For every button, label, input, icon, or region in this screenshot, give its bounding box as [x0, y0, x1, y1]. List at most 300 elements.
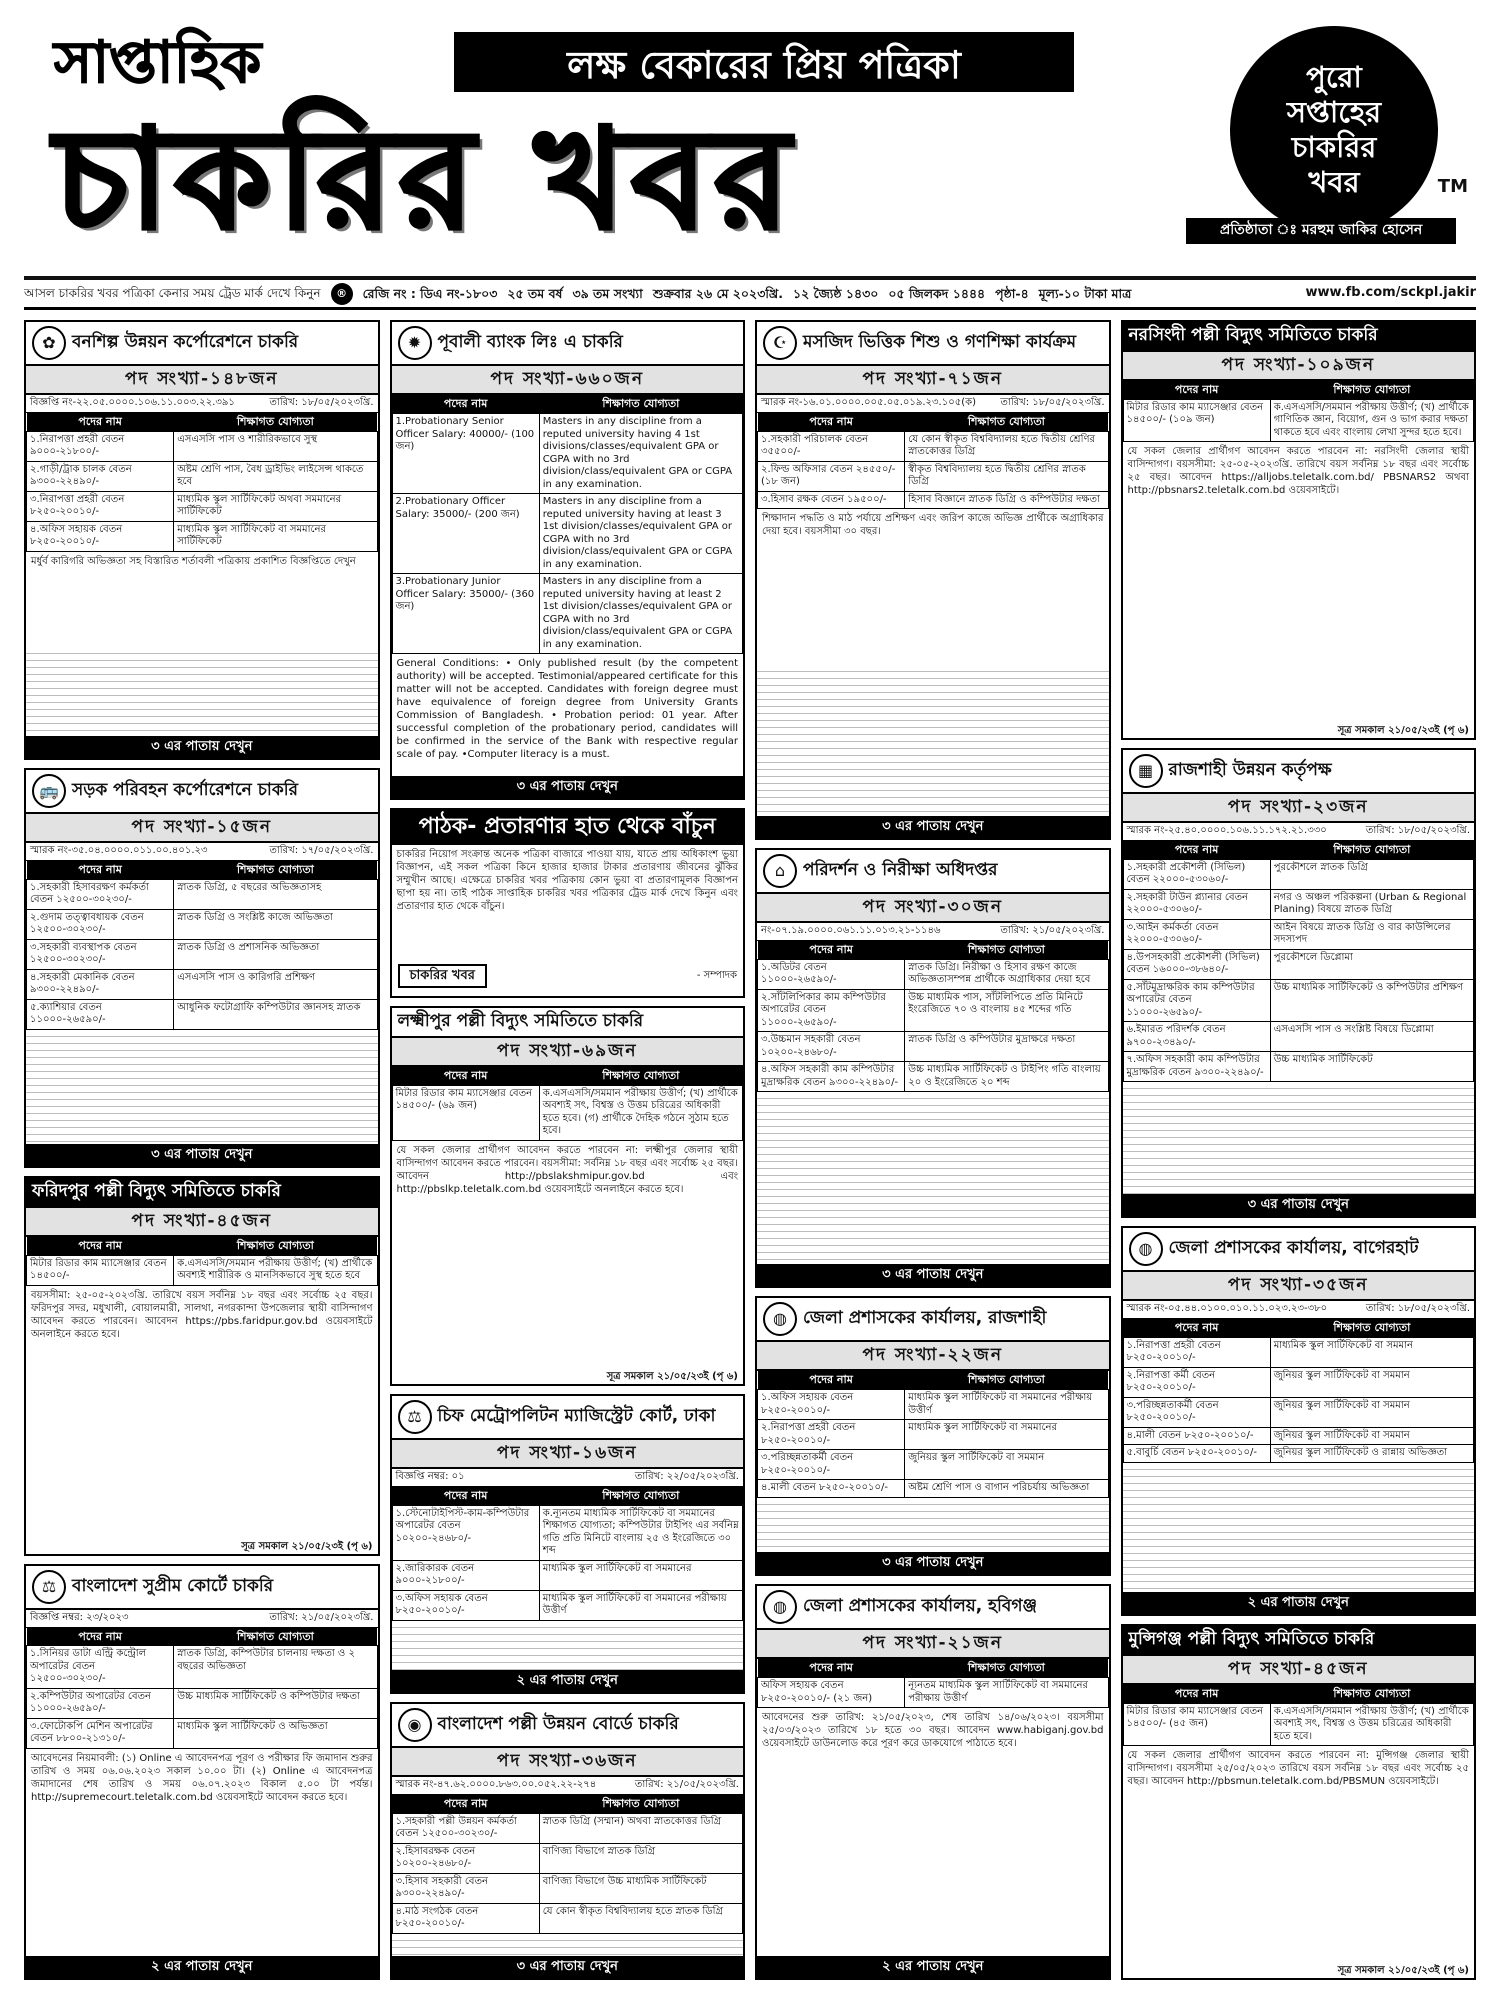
- qualification-cell: ক.এসএসসি/সমমান পরীক্ষায় উত্তীর্ণ; (খ) প্রার্থীকে গাণিতিক জ্ঞান, বিয়োগ, গুন ও ভাগ করার দক্ষতা থাকতে হবে এবং বাংলায় লেখা সুন্দর হতে হবে।: [1270, 399, 1473, 442]
- post-table: [757, 1659, 1109, 1708]
- ad-dc-bagerhat: [1121, 1226, 1477, 1616]
- column-header: শিক্ষাগত যোগ্যতা: [905, 1371, 1108, 1389]
- continued-label: ২ এর পাতায় দেখুন: [392, 1670, 744, 1692]
- post-name-cell: অফিস সহায়ক বেতন ৮২৫০-২০০১০/- (২১ জন): [758, 1678, 905, 1708]
- qualification-cell: স্নাতক ডিগ্রি ও প্রশাসনিক অভিজ্ঞতা: [174, 939, 377, 969]
- ad-title: মুন্সিগঞ্জ পল্লী বিদ্যুৎ সমিতিতে চাকরি: [1128, 1629, 1375, 1649]
- qualification-cell: Masters in any discipline from a reputed university having at least 2 1st division/classes/equivalent GPA or CGPA with no 3rd division/class/equivalent GPA or CGPA in any examination.: [539, 574, 742, 654]
- column-header: পদের নাম: [758, 1371, 905, 1389]
- week-badge-line: খবর: [1308, 164, 1360, 199]
- post-name-cell: ৪.উপসহকারী প্রকৌশলী (সিভিল) বেতন ১৬০০০-৩৮৬৪০/-: [1123, 949, 1270, 979]
- post-count: পদ সংখ্যা-৬৬০জন: [392, 366, 744, 395]
- table-header-row: [758, 941, 1109, 959]
- ad-date: তারিখ: ২১/০৫/২০২৩খ্রি.: [1000, 925, 1105, 937]
- post-name-cell: ৪.মালী বেতন ৮২৫০-২০০১০/-: [1123, 1427, 1270, 1445]
- text-filler: [392, 1934, 744, 1956]
- qualification-cell: ন্যূনতম মাধ্যমিক স্কুল সার্টিফিকেট বা সমমানের পরীক্ষায় উত্তীর্ণ: [905, 1678, 1108, 1708]
- post-name-cell: ৫.সাঁটমুদ্রাক্ষরিক কাম কম্পিউটার অপারেটর বেতন ১১০০০-২৬৫৯০/-: [1123, 979, 1270, 1022]
- column-header: পদের নাম: [27, 1237, 174, 1255]
- qualification-cell: মাধ্যমিক স্কুল সার্টিফিকেট বা সমমানের সার্টিফিকেট: [174, 521, 377, 551]
- table-row: [758, 1390, 1109, 1420]
- post-name-cell: মিটার রিডার কাম ম্যাসেঞ্জার বেতন ১৪৫০০/- (৪৫ জন): [1123, 1703, 1270, 1746]
- ad-cmm-court: [390, 1394, 746, 1694]
- ref-number: স্মারক নং-৩৫.০৪.০০০০.০১১.০০.৪০১.২৩: [30, 845, 208, 857]
- week-badge-line: সপ্তাহের: [1286, 95, 1382, 130]
- ad-text: General Conditions: • Only published result (by the competent authority) will be accepted. Testimonial/appeared certificate for this matter will not be accepted. Candidates with foreign degree must have equivalence of foreign degree from University Grants Commission of Bangladesh. • Probation period: 01 year. After successful completion of the probationary period, candidates will be confirmed in the service of the Bank with respective regular scale of pay. •Computer literacy is a must.: [396, 658, 738, 760]
- ad-title: চিফ মেট্রোপলিটন ম্যাজিস্ট্রেট কোর্ট, ঢাকা: [437, 1406, 716, 1427]
- table-row: [27, 909, 378, 939]
- column-header: শিক্ষাগত যোগ্যতা: [174, 1237, 377, 1255]
- masthead: [24, 18, 1476, 280]
- post-count: পদ সংখ্যা-৩৬জন: [392, 1748, 744, 1777]
- post-table: [1123, 841, 1475, 1082]
- post-name-cell: ৫.ক্যাশিয়ার বেতন ১১০০০-২৬৫৯০/-: [27, 999, 174, 1029]
- ref-number: স্মারক নং-০৫.৪৪.০১০০.০১০.১১.০২৩.২৩-৩৮০: [1126, 1303, 1328, 1315]
- column-1: [24, 320, 380, 1980]
- post-name-cell: ৪.মাঠ সংগঠক বেতন ৮২৫০-২০০১০/-: [392, 1903, 539, 1933]
- table-header-row: [758, 1659, 1109, 1677]
- qualification-cell: স্নাতক ডিগ্রি ও সংশ্লিষ্ট কাজে অভিজ্ঞতা: [174, 909, 377, 939]
- post-name-cell: ২.ফিল্ড অফিসার বেতন ২৪৫৫০/- (১৮ জন): [758, 461, 905, 491]
- ad-faridpur: [24, 1176, 380, 1556]
- table-header-row: [392, 395, 743, 413]
- post-name-cell: ৩.অফিস সহায়ক বেতন ৮২৫০-২০০১০/-: [392, 1590, 539, 1620]
- table-row: [27, 1255, 378, 1285]
- ad-title: রাজশাহী উন্নয়ন কর্তৃপক্ষ: [1168, 760, 1332, 781]
- tagline-banner: লক্ষ বেকারের প্রিয় পত্রিকা: [454, 32, 1074, 92]
- newspaper-title: চাকরির খবর: [54, 99, 796, 260]
- post-name-cell: ৩.হিসাব সহকারী বেতন ৯৩০০-২২৪৯০/-: [392, 1873, 539, 1903]
- post-name-cell: ৬.ইমারত পরিদর্শক বেতন ৯৭০০-২৩৪৯০/-: [1123, 1022, 1270, 1052]
- table-row: [1123, 919, 1474, 949]
- column-header: পদের নাম: [1123, 1685, 1270, 1703]
- table-row: [1123, 1052, 1474, 1082]
- issue-number: ৩৯ তম সংখ্যা: [572, 285, 643, 301]
- post-name-cell: ৫.বাবুর্চি বেতন ৮২৫০-২০০১০/-: [1123, 1445, 1270, 1463]
- qualification-cell: বাণিজ্য বিভাগে স্নাতক ডিগ্রি: [539, 1843, 742, 1873]
- price: মূল্য-১০ টাকা মাত্র: [1038, 285, 1132, 301]
- post-name-cell: ১.স্টেনোটাইপিস্ট-কাম-কম্পিউটার অপারেটর বেতন ১০২০০-২৪৬৮০/-: [392, 1505, 539, 1560]
- ad-brdb: [390, 1702, 746, 1980]
- table-row: [27, 521, 378, 551]
- post-name-cell: ২.সহকারী টাউন প্ল্যানার বেতন ২২০০০-৫৩০৬০/-: [1123, 889, 1270, 919]
- table-header-row: [1123, 841, 1474, 859]
- qualification-cell: পুরকৌশলে স্নাতক ডিগ্রি: [1270, 859, 1473, 889]
- gov-seal-icon: ◍: [763, 1302, 797, 1336]
- qualification-cell: মাধ্যমিক স্কুল সার্টিফিকেট বা সমমানের: [539, 1560, 742, 1590]
- ad-date: তারিখ: ১৭/০৫/২০২৩খ্রি.: [269, 845, 374, 857]
- table-row: [758, 1678, 1109, 1708]
- ad-title: বাংলাদেশ সুপ্রীম কোর্টে চাকরি: [72, 1576, 274, 1597]
- post-name-cell: ৭.অফিস সহকারী কাম কম্পিউটার মুদ্রাক্ষরিক বেতন ৯৩০০-২২৪৯০/-: [1123, 1052, 1270, 1082]
- ad-title: সড়ক পরিবহন কর্পোরেশনে চাকরি: [72, 780, 298, 801]
- post-name-cell: ১.অডিটর বেতন ১১০০০-২৬৫৯০/-: [758, 959, 905, 989]
- column-header: পদের নাম: [758, 1659, 905, 1677]
- facebook-link[interactable]: www.fb.com/sckpl.jakir: [1305, 285, 1476, 301]
- ad-date: তারিখ: ২২/০৫/২০২৩খ্রি.: [634, 1471, 739, 1483]
- post-count: পদ সংখ্যা-৬৯জন: [392, 1038, 744, 1067]
- post-table: [26, 1628, 378, 1749]
- week-badge-line: পুরো: [1306, 60, 1362, 95]
- ad-text: শিক্ষাদান পদ্ধতি ও মাঠ পর্যায়ে প্রশিক্ষণ এবং জরিপ কাজে অভিজ্ঞ প্রার্থীকে অগ্রাধিকার দেয়া হবে। বয়সসীমা ৩০ বছর।: [762, 513, 1104, 537]
- table-row: [758, 989, 1109, 1032]
- table-row: [27, 879, 378, 909]
- qualification-cell: মাধ্যমিক স্কুল সার্টিফিকেট অথবা সমমানের সার্টিফিকেট: [174, 491, 377, 521]
- column-header: পদের নাম: [1123, 841, 1270, 859]
- table-row: [758, 1480, 1109, 1498]
- ad-title: জেলা প্রশাসকের কার্যালয়, বাগেরহাট: [1168, 1238, 1419, 1259]
- ad-title: পূবালী ব্যাংক লিঃ এ চাকরি: [437, 332, 623, 353]
- hijri-date: ০৫ জিলকদ ১৪৪৪: [888, 285, 986, 301]
- column-header: পদের নাম: [392, 1795, 539, 1813]
- post-name-cell: ১.সহকারী প্রকৌশলী (সিভিল) বেতন ২২০০০-৫৩০৬০/-: [1123, 859, 1270, 889]
- column-header: শিক্ষাগত যোগ্যতা: [905, 413, 1108, 431]
- ad-title: লক্ষ্মীপুর পল্লী বিদ্যুৎ সমিতিতে চাকরি: [397, 1011, 644, 1031]
- column-header: পদের নাম: [758, 941, 905, 959]
- post-count: পদ সংখ্যা-৭১জন: [757, 366, 1109, 395]
- post-name-cell: ৪.অফিস সহায়ক বেতন ৮২৫০-২০০১০/-: [27, 521, 174, 551]
- ad-date: তারিখ: ১৮/০৫/২০২৩খ্রি.: [1365, 1303, 1470, 1315]
- ad-title: মসজিদ ভিত্তিক শিশু ও গণশিক্ষা কার্যক্রম: [803, 332, 1077, 353]
- table-header-row: [27, 861, 378, 879]
- post-name-cell: ২.গুদাম তত্ত্বাবধায়ক বেতন ১২৫০০-৩০২৩০/-: [27, 909, 174, 939]
- qualification-cell: মাধ্যমিক স্কুল সার্টিফিকেট বা সমমানের পরীক্ষায় উত্তীর্ণ: [905, 1390, 1108, 1420]
- post-count: পদ সংখ্যা-২১জন: [757, 1630, 1109, 1659]
- table-row: [392, 1843, 743, 1873]
- post-count: পদ সংখ্যা-২৩জন: [1123, 794, 1475, 823]
- post-table: [1123, 381, 1475, 442]
- qualification-cell: Masters in any discipline from a reputed university having 4 1st divisions/classes/equivalent GPA or CGPA with no 3rd division/class/equivalent GPA or CGPA in any examination.: [539, 414, 742, 494]
- source-line: সূত্র সমকাল ২১/০৫/২৩ই (পৃ ৬): [1337, 724, 1469, 736]
- ref-number: বিজ্ঞপ্তি নম্বর: ০১: [395, 1471, 465, 1483]
- column-header: শিক্ষাগত যোগ্যতা: [174, 861, 377, 879]
- table-row: [392, 1505, 743, 1560]
- ad-narsingdi: [1121, 320, 1477, 740]
- post-name-cell: ৩.পরিচ্ছন্নতাকর্মী বেতন ৮২৫০-২০০১০/-: [1123, 1397, 1270, 1427]
- post-name-cell: ৩.হিসাব রক্ষক বেতন ১৯৫০০/-: [758, 491, 905, 509]
- qualification-cell: যে কোন স্বীকৃত বিশ্ববিদ্যালয় হতে দ্বিতীয় শ্রেণির স্নাতকোত্তর ডিগ্রি: [905, 431, 1108, 461]
- table-row: [392, 1590, 743, 1620]
- qualification-cell: স্নাতক ডিগ্রি (সম্মান) অথবা স্নাতকোত্তর ডিগ্রি: [539, 1813, 742, 1843]
- continued-label: ২ এর পাতায় দেখুন: [757, 1956, 1109, 1978]
- text-filler: [757, 1498, 1109, 1552]
- column-header: শিক্ষাগত যোগ্যতা: [1270, 1319, 1473, 1337]
- post-name-cell: ৩.আইন কর্মকর্তা বেতন ২২০০০-৫৩০৬০/-: [1123, 919, 1270, 949]
- qualification-cell: আইন বিষয়ে স্নাতক ডিগ্রি ও বার কাউন্সিলের সদস্যপদ: [1270, 919, 1473, 949]
- page-count: পৃষ্ঠা-৪: [995, 285, 1029, 301]
- post-name-cell: ৪.অফিস সহকারী কাম কম্পিউটার মুদ্রাক্ষরিক বেতন ৯৩০০-২২৪৯০/-: [758, 1062, 905, 1092]
- week-badge-line: চাকরির: [1291, 130, 1377, 164]
- qualification-cell: মাধ্যমিক স্কুল সার্টিফিকেট বা সমমানের পরীক্ষায় উত্তীর্ণ: [539, 1590, 742, 1620]
- post-name-cell: 2.Probationary Officer Salary: 35000/- (200 জন): [392, 494, 539, 574]
- ad-date: তারিখ: ১৮/০৫/২০২৩খ্রি.: [1000, 397, 1105, 409]
- table-row: [758, 461, 1109, 491]
- qualification-cell: এসএসসি পাস ও কারিগরি প্রশিক্ষণ: [174, 969, 377, 999]
- table-header-row: [392, 1067, 743, 1085]
- table-row: [1123, 1022, 1474, 1052]
- qualification-cell: এসএসসি পাস ও শারীরিকভাবে সুস্থ: [174, 431, 377, 461]
- qualification-cell: স্নাতক ডিগ্রি, কম্পিউটার চালনায় দক্ষতা ও ২ বছরের অভিজ্ঞতা: [174, 1646, 377, 1689]
- post-name-cell: মিটার রিডার কাম ম্যাসেঞ্জার বেতন ১৪৫০০/-: [27, 1255, 174, 1285]
- continued-label: ৩ এর পাতায় দেখুন: [757, 1264, 1109, 1286]
- continued-label: ৩ এর পাতায় দেখুন: [392, 1956, 744, 1978]
- table-header-row: [758, 413, 1109, 431]
- ad-title: বাংলাদেশ পল্লী উন্নয়ন বোর্ডে চাকরি: [437, 1714, 679, 1735]
- table-row: [758, 1450, 1109, 1480]
- qualification-cell: আধুনিক ফটোগ্রাফি কম্পিউটার জ্ঞানসহ স্নাতক: [174, 999, 377, 1029]
- qualification-cell: ক.এসএসসি/সমমান পরীক্ষায় উত্তীর্ণ; (খ) প্রার্থীকে অবশ্যই শারীরিক ও মানসিকভাবে সুস্থ হতে হবে: [174, 1255, 377, 1285]
- post-name-cell: ২.সাঁটলিপিকার কাম কম্পিউটার অপারেটর বেতন ১১০০০-২৬৫৯০/-: [758, 989, 905, 1032]
- post-table: [392, 1067, 744, 1141]
- column-header: পদের নাম: [1123, 381, 1270, 399]
- table-row: [758, 1420, 1109, 1450]
- column-header: শিক্ষাগত যোগ্যতা: [174, 1628, 377, 1646]
- content-columns: [24, 320, 1476, 1980]
- post-name-cell: ১.নিরাপত্তা প্রহরী বেতন ৮২৫০-২০০১০/-: [1123, 1337, 1270, 1367]
- table-row: [1123, 979, 1474, 1022]
- qualification-cell: উচ্চ মাধ্যমিক সার্টিফিকেট: [1270, 1052, 1473, 1082]
- table-row: [27, 1688, 378, 1718]
- qualification-cell: মাধ্যমিক স্কুল সার্টিফিকেট বা সমমানের: [905, 1420, 1108, 1450]
- post-table: [26, 413, 378, 552]
- weekly-label: সাপ্তাহিক: [54, 28, 262, 96]
- table-row: [27, 969, 378, 999]
- column-4: [1121, 320, 1477, 1980]
- ad-poridorshon: [755, 848, 1111, 1288]
- table-row: [392, 1873, 743, 1903]
- ad-date: তারিখ: ২১/০৫/২০২৩খ্রি.: [269, 1612, 374, 1623]
- continued-label: ২ এর পাতায় দেখুন: [26, 1956, 378, 1978]
- post-table: [757, 413, 1109, 509]
- qualification-cell: অষ্টম শ্রেণি পাস, বৈধ ড্রাইভিং লাইসেন্স থাকতে হবে: [174, 461, 377, 491]
- mini-logo: চাকরির খবর: [398, 964, 487, 988]
- ad-text: আবেদনের শুরু তারিখ: ২১/০৫/২০২৩, শেষ তারিখ ১৪/০৬/২০২৩। বয়সসীমা ২৫/০৩/২০২৩ তারিখে ১৮ হতে ৩০ বছর। আবেদন www.habiganj.gov.bd ওয়েবসাইটে ডাউনলোড করে পূরণ করে ডাকযোগে পাঠাতে হবে।: [762, 1712, 1104, 1749]
- text-filler: [1123, 1082, 1475, 1194]
- trademark-hint: আসল চাকরির খবর পত্রিকা কেনার সময় ট্রেড মার্ক দেখে কিনুন: [24, 286, 321, 300]
- table-header-row: [27, 1628, 378, 1646]
- post-name-cell: ৩.পরিচ্ছন্নতাকর্মী বেতন ৮২৫০-২০০১০/-: [758, 1450, 905, 1480]
- post-table: [757, 1371, 1109, 1497]
- post-name-cell: ৩.সহকারী ব্যবস্থাপক বেতন ১২৫০০-৩০২৩০/-: [27, 939, 174, 969]
- qualification-cell: Masters in any discipline from a reputed university having at least 3 1st division/classes/equivalent GPA or CGPA with no 3rd division/class/equivalent GPA or CGPA in any examination.: [539, 494, 742, 574]
- qualification-cell: ক.ন্যূনতম মাধ্যমিক সার্টিফিকেট বা সমমানের শিক্ষাগত যোগ্যতা; কম্পিউটার টাইপিং এর সর্বনিম্ন গতি প্রতি মিনিটে বাংলায় ২৫ ও ইংরেজিতে ৩০ শব্দ: [539, 1505, 742, 1560]
- column-header: শিক্ষাগত যোগ্যতা: [1270, 841, 1473, 859]
- post-name-cell: ৩.উচ্চমান সহকারী বেতন ১০২০০-২৪৬৮০/-: [758, 1032, 905, 1062]
- column-header: পদের নাম: [392, 1487, 539, 1505]
- ad-date: তারিখ: ১৮/০৫/২০২৩খ্রি.: [269, 397, 374, 409]
- table-row: [27, 1646, 378, 1689]
- ref-number: স্মারক নং-১৬.০১.০০০০.০০৫.০৫.০১৯.২৩.১০৫(ক): [761, 397, 977, 409]
- post-name-cell: 1.Probationary Senior Officer Salary: 40000/- (100 জন): [392, 414, 539, 494]
- volume: ২৫ তম বর্ষ: [507, 285, 563, 301]
- ad-date: তারিখ: ১৮/০৫/২০২৩খ্রি.: [1365, 825, 1470, 837]
- table-row: [758, 491, 1109, 509]
- ref-number: নং-০৭.১৯.০০০০.০৬১.১১.০১৩.২১-১১৪৬: [761, 925, 941, 937]
- registration-number: রেজি নং : ডিএ নং-১৮০৩: [362, 285, 498, 301]
- qualification-cell: পুরকৌশলে ডিপ্লোমা: [1270, 949, 1473, 979]
- ad-text: আবেদনের নিয়মাবলী: (১) Online এ আবেদনপত্র পূরণ ও পরীক্ষার ফি জমাদান শুরুর তারিখ ও সময় ০৬.০৬.২০২৩ সকাল ১০.০০ টা। (২) Online এ আবেদনপত্র জমাদানের শেষ তারিখ ও সময় ০৬.০৭.২০২৩ বিকাল ৫.০০ টা পর্যন্ত। http://supremecourt.teletalk.com.bd ওয়েবসাইটে আবেদন করতে হবে।: [31, 1752, 373, 1803]
- ad-munshiganj: [1121, 1624, 1477, 1980]
- org-logo-icon: ☪: [763, 326, 797, 360]
- table-row: [392, 574, 743, 654]
- ad-text: যে সকল জেলার প্রার্থীগণ আবেদন করতে পারবেন না: লক্ষ্মীপুর জেলার স্থায়ী বাসিন্দাগণ আবেদন করতে পারবেন। বয়সসীমা: সর্বনিম্ন ১৮ বছর এবং সর্বোচ্চ ২৫ বছর। আবেদন http://pbslakshmipur.gov.bd এবং http://pbslkp.teletalk.com.bd ওয়েবসাইটে অনলাইনে করতে হবে।: [396, 1144, 738, 1195]
- qualification-cell: নগর ও অঞ্চল পরিকল্পনা (Urban & Regional Planing) বিষয়ে স্নাতক ডিগ্রি: [1270, 889, 1473, 919]
- post-count: পদ সংখ্যা-৩০জন: [757, 894, 1109, 923]
- table-row: [27, 461, 378, 491]
- qualification-cell: হিসাব বিজ্ঞানে স্নাতক ডিগ্রি ও কম্পিউটার দক্ষতা: [905, 491, 1108, 509]
- post-count: পদ সংখ্যা-১৬জন: [392, 1440, 744, 1469]
- table-row: [758, 1032, 1109, 1062]
- qualification-cell: জুনিয়র স্কুল সার্টিফিকেট বা সমমান: [1270, 1397, 1473, 1427]
- org-logo-icon: ▦: [1129, 754, 1163, 788]
- qualification-cell: উচ্চ মাধ্যমিক সার্টিফিকেট ও কম্পিউটার প্রশিক্ষণ: [1270, 979, 1473, 1022]
- qualification-cell: উচ্চ মাধ্যমিক সার্টিফিকেট ও টাইপিং গতি বাংলায় ২০ ও ইংরেজিতে ২০ শব্দ: [905, 1062, 1108, 1092]
- ref-number: স্মারক নং-৪৭.৬২.০০০০.৮৬৩.০০.০৫২.২২-২৭৪: [395, 1779, 597, 1791]
- qualification-cell: জুনিয়র স্কুল সার্টিফিকেট বা সমমান: [905, 1450, 1108, 1480]
- post-name-cell: মিটার রিডার কাম ম্যাসেঞ্জার বেতন ১৪৫০০/- (৬৯ জন): [392, 1085, 539, 1140]
- org-logo-icon: ⚖: [32, 1570, 66, 1604]
- post-name-cell: 3.Probationary Junior Officer Salary: 35000/- (360 জন): [392, 574, 539, 654]
- column-header: শিক্ষাগত যোগ্যতা: [539, 1795, 742, 1813]
- bangla-date: ১২ জ্যৈষ্ঠ ১৪৩০: [792, 285, 879, 301]
- post-name-cell: ১.অফিস সহায়ক বেতন ৮২৫০-২০০১০/-: [758, 1390, 905, 1420]
- column-header: শিক্ষাগত যোগ্যতা: [539, 1487, 742, 1505]
- post-count: পদ সংখ্যা-২২জন: [757, 1342, 1109, 1371]
- qualification-cell: জুনিয়র স্কুল সার্টিফিকেট বা সমমান: [1270, 1367, 1473, 1397]
- column-header: শিক্ষাগত যোগ্যতা: [905, 941, 1108, 959]
- qualification-cell: জুনিয়র স্কুল সার্টিফিকেট ও রান্নায় অভিজ্ঞতা: [1270, 1445, 1473, 1463]
- org-logo-icon: ◉: [398, 1708, 432, 1742]
- table-header-row: [1123, 381, 1474, 399]
- ad-text: যে সকল জেলার প্রার্থীগণ আবেদন করতে পারবেন না: নরসিংদী জেলার স্থায়ী বাসিন্দাগণ। বয়সসীমা: ২৫-০৫-২০২৩খ্রি. তারিখে বয়স সর্বনিম্ন ১৮ বছর এবং সর্বোচ্চ ২৫ বছর। আবেদন https://alljobs.teletalk.com.bd/ PBSNARS2 অথবা http://pbsnars2.teletalk.com.bd ওয়েবসাইটে।: [1127, 446, 1469, 497]
- ad-title: পরিদর্শন ও নিরীক্ষা অধিদপ্তর: [803, 860, 998, 881]
- post-name-cell: ২.নিরাপত্তা প্রহরী বেতন ৮২৫০-২০০১০/-: [758, 1420, 905, 1450]
- ad-title: পাঠক- প্রতারণার হাত থেকে বাঁচুন: [418, 814, 716, 839]
- post-count: পদ সংখ্যা-১৪৮জন: [26, 366, 378, 395]
- table-row: [1123, 1703, 1474, 1746]
- ad-mosjid: [755, 320, 1111, 840]
- column-header: পদের নাম: [27, 1628, 174, 1646]
- column-header: শিক্ষাগত যোগ্যতা: [174, 413, 377, 431]
- column-header: পদের নাম: [27, 413, 174, 431]
- org-logo-icon: ✹: [398, 326, 432, 360]
- post-name-cell: ১.সহকারী পরিচালক বেতন ৩৫৫০০/-: [758, 431, 905, 461]
- column-header: পদের নাম: [27, 861, 174, 879]
- signature: - সম্পাদক: [696, 969, 737, 981]
- table-header-row: [1123, 1685, 1474, 1703]
- post-name-cell: ৪.মালী বেতন ৮২৫০-২০০১০/-: [758, 1480, 905, 1498]
- continued-label: ৩ এর পাতায় দেখুন: [757, 1552, 1109, 1574]
- post-name-cell: ১.সহকারী হিসাবরক্ষণ কর্মকর্তা বেতন ১২৫০০-৩০২৩০/-: [27, 879, 174, 909]
- table-row: [1123, 889, 1474, 919]
- post-name-cell: ৪.সহকারী মেকানিক বেতন ৯৩০০-২২৪৯০/-: [27, 969, 174, 999]
- table-row: [392, 1903, 743, 1933]
- text-filler: [26, 1030, 378, 1144]
- post-table: [26, 861, 378, 1030]
- ad-dc-habiganj: [755, 1584, 1111, 1980]
- text-filler: [1123, 1463, 1475, 1592]
- table-row: [27, 939, 378, 969]
- continued-label: ২ এর পাতায় দেখুন: [1123, 1592, 1475, 1614]
- qualification-cell: স্নাতক ডিগ্রি। নিরীক্ষা ও হিসাব রক্ষণ কাজে অভিজ্ঞতাসম্পন্ন প্রার্থীকে অগ্রাধিকার দেয়া হবে: [905, 959, 1108, 989]
- table-header-row: [758, 1371, 1109, 1389]
- table-row: [27, 1718, 378, 1748]
- continued-label: ৩ এর পাতায় দেখুন: [392, 776, 744, 798]
- post-name-cell: ২.গাড়ী/ট্রাক চালক বেতন ৯৩০০-২২৪৯০/-: [27, 461, 174, 491]
- text-filler: [392, 1621, 744, 1670]
- source-line: সূত্র সমকাল ২১/০৫/২৩ই (পৃ ৬): [606, 1370, 738, 1382]
- table-header-row: [27, 413, 378, 431]
- registered-icon: ®: [331, 283, 353, 305]
- ad-text: বয়সসীমা: ২৫-০৫-২০২৩খ্রি. তারিখে বয়স সর্বনিম্ন ১৮ বছর এবং সর্বোচ্চ ২৫ বছর। ফরিদপুর সদর, মধুখালী, বোয়ালমারী, সালথা, নগরকান্দা উপজেলার স্থায়ী বাসিন্দাগণ আবেদন করতে পারবেন। আবেদন https://pbs.faridpur.gov.bd ওয়েবসাইটে অনলাইনে করতে হবে।: [31, 1289, 373, 1340]
- post-table: [757, 941, 1109, 1092]
- ad-title: বনশিল্প উন্নয়ন কর্পোরেশনে চাকরি: [72, 332, 299, 353]
- table-header-row: [27, 1237, 378, 1255]
- post-table: [26, 1237, 378, 1286]
- table-row: [1123, 399, 1474, 442]
- founder-line: প্রতিষ্ঠাতা ঃ মরহুম জাকির হোসেন: [1186, 218, 1456, 244]
- column-header: পদের নাম: [1123, 1319, 1270, 1337]
- org-logo-icon: ⚖: [398, 1400, 432, 1434]
- table-row: [392, 1085, 743, 1140]
- column-header: শিক্ষাগত যোগ্যতা: [539, 395, 742, 413]
- post-name-cell: ২.হিসাবরক্ষক বেতন ১০২০০-২৪৬৮০/-: [392, 1843, 539, 1873]
- table-row: [27, 491, 378, 521]
- post-count: পদ সংখ্যা-৪৫জন: [26, 1208, 378, 1237]
- ad-dc-rajshahi: [755, 1296, 1111, 1576]
- qualification-cell: অষ্টম শ্রেণি পাস ও বাগান পরিচর্যায় অভিজ্ঞতা: [905, 1480, 1108, 1498]
- ad-bonoshilpo: [24, 320, 380, 760]
- qualification-cell: বাণিজ্য বিভাগে উচ্চ মাধ্যমিক সার্টিফিকেট: [539, 1873, 742, 1903]
- qualification-cell: যে কোন স্বীকৃত বিশ্ববিদ্যালয় হতে স্নাতক ডিগ্রি: [539, 1903, 742, 1933]
- ad-date: তারিখ: ২১/০৫/২০২৩খ্রি.: [634, 1779, 739, 1791]
- qualification-cell: উচ্চ মাধ্যমিক পাস, সাঁটলিপিতে প্রতি মিনিটে ইংরেজিতে ৭০ ও বাংলায় ৪৫ শব্দের গতি: [905, 989, 1108, 1032]
- text-filler: [757, 1092, 1109, 1264]
- qualification-cell: উচ্চ মাধ্যমিক সার্টিফিকেট ও কম্পিউটার দক্ষতা: [174, 1688, 377, 1718]
- text-filler: [26, 647, 378, 736]
- qualification-cell: ক.এসএসসি/সমমান পরীক্ষায় উত্তীর্ণ; (খ) প্রার্থীকে অবশ্যই সৎ, বিশ্বস্ত ও উত্তম চরিত্রের অধিকারী হতে হবে।: [1270, 1703, 1473, 1746]
- post-name-cell: ২.নিরাপত্তা কর্মী বেতন ৮২৫০-২০০১০/-: [1123, 1367, 1270, 1397]
- ad-title: জেলা প্রশাসকের কার্যালয়, হবিগঞ্জ: [803, 1596, 1038, 1617]
- ad-note: মর্ধুর্ব কারিগরি অভিজ্ঞতা সহ বিস্তারিত শর্তাবলী পত্রিকায় প্রকাশিত বিজ্ঞপ্তিতে দেখুন: [31, 555, 356, 567]
- issue-info-bar: [24, 280, 1476, 310]
- ad-title: ফরিদপুর পল্লী বিদ্যুৎ সমিতিতে চাকরি: [32, 1181, 281, 1201]
- continued-label: ৩ এর পাতায় দেখুন: [1123, 1194, 1475, 1216]
- source-line: সূত্র সমকাল ২১/০৫/২৩ই (পৃ ৬): [241, 1540, 373, 1552]
- text-filler: [757, 665, 1109, 815]
- ad-sorok: [24, 768, 380, 1168]
- ad-text: চাকরির নিয়োগ সংক্রান্ত অনেক পত্রিকা বাজারে পাওয়া যায়, যাতে প্রায় অধিকাংশ ভুয়া বিজ্ঞাপন, এই সকল পত্রিকা কিনে হাজার হাজার টাকার প্রতারণায় জীবনের ঝুঁকির সম্মুখীন আছে। এক্ষেত্রে চাকরির খবর পত্রিকায় কোন ভুয়া বা প্রতারণামূলক বিজ্ঞাপন ছাপা হয় না। তাই পাঠক সাপ্তাহিক চাকরির খবর পত্রিকার ট্রেড মার্ক দেখে কিনুন এবং প্রতারণার হাত থেকে বাঁচুন।: [396, 849, 738, 913]
- ad-title: নরসিংদী পল্লী বিদ্যুৎ সমিতিতে চাকরি: [1128, 325, 1378, 345]
- post-name-cell: ৩.নিরাপত্তা প্রহরী বেতন ৮২৫০-২০০১০/-: [27, 491, 174, 521]
- continued-label: ৩ এর পাতায় দেখুন: [757, 816, 1109, 838]
- post-name-cell: মিটার রিডার কাম ম্যাসেঞ্জার বেতন ১৪৫০০/- (১০৯ জন): [1123, 399, 1270, 442]
- org-logo-icon: 🚌: [32, 774, 66, 808]
- continued-label: ৩ এর পাতায় দেখুন: [26, 1144, 378, 1166]
- table-row: [392, 1560, 743, 1590]
- post-table: [1123, 1685, 1475, 1746]
- qualification-cell: মাধ্যমিক স্কুল সার্টিফিকেট বা সমমান: [1270, 1337, 1473, 1367]
- gov-seal-icon: ◍: [763, 1590, 797, 1624]
- table-row: [758, 959, 1109, 989]
- post-name-cell: ১.সহকারী পল্লী উন্নয়ন কর্মকর্তা বেতন ১২৫০০-৩০২৩০/-: [392, 1813, 539, 1843]
- table-row: [1123, 1337, 1474, 1367]
- post-name-cell: ২.কম্পিউটার অপারেটর বেতন ১১০০০-২৬৫৯০/-: [27, 1688, 174, 1718]
- column-header: পদের নাম: [758, 413, 905, 431]
- column-3: [755, 320, 1111, 1980]
- table-header-row: [392, 1487, 743, 1505]
- table-header-row: [392, 1795, 743, 1813]
